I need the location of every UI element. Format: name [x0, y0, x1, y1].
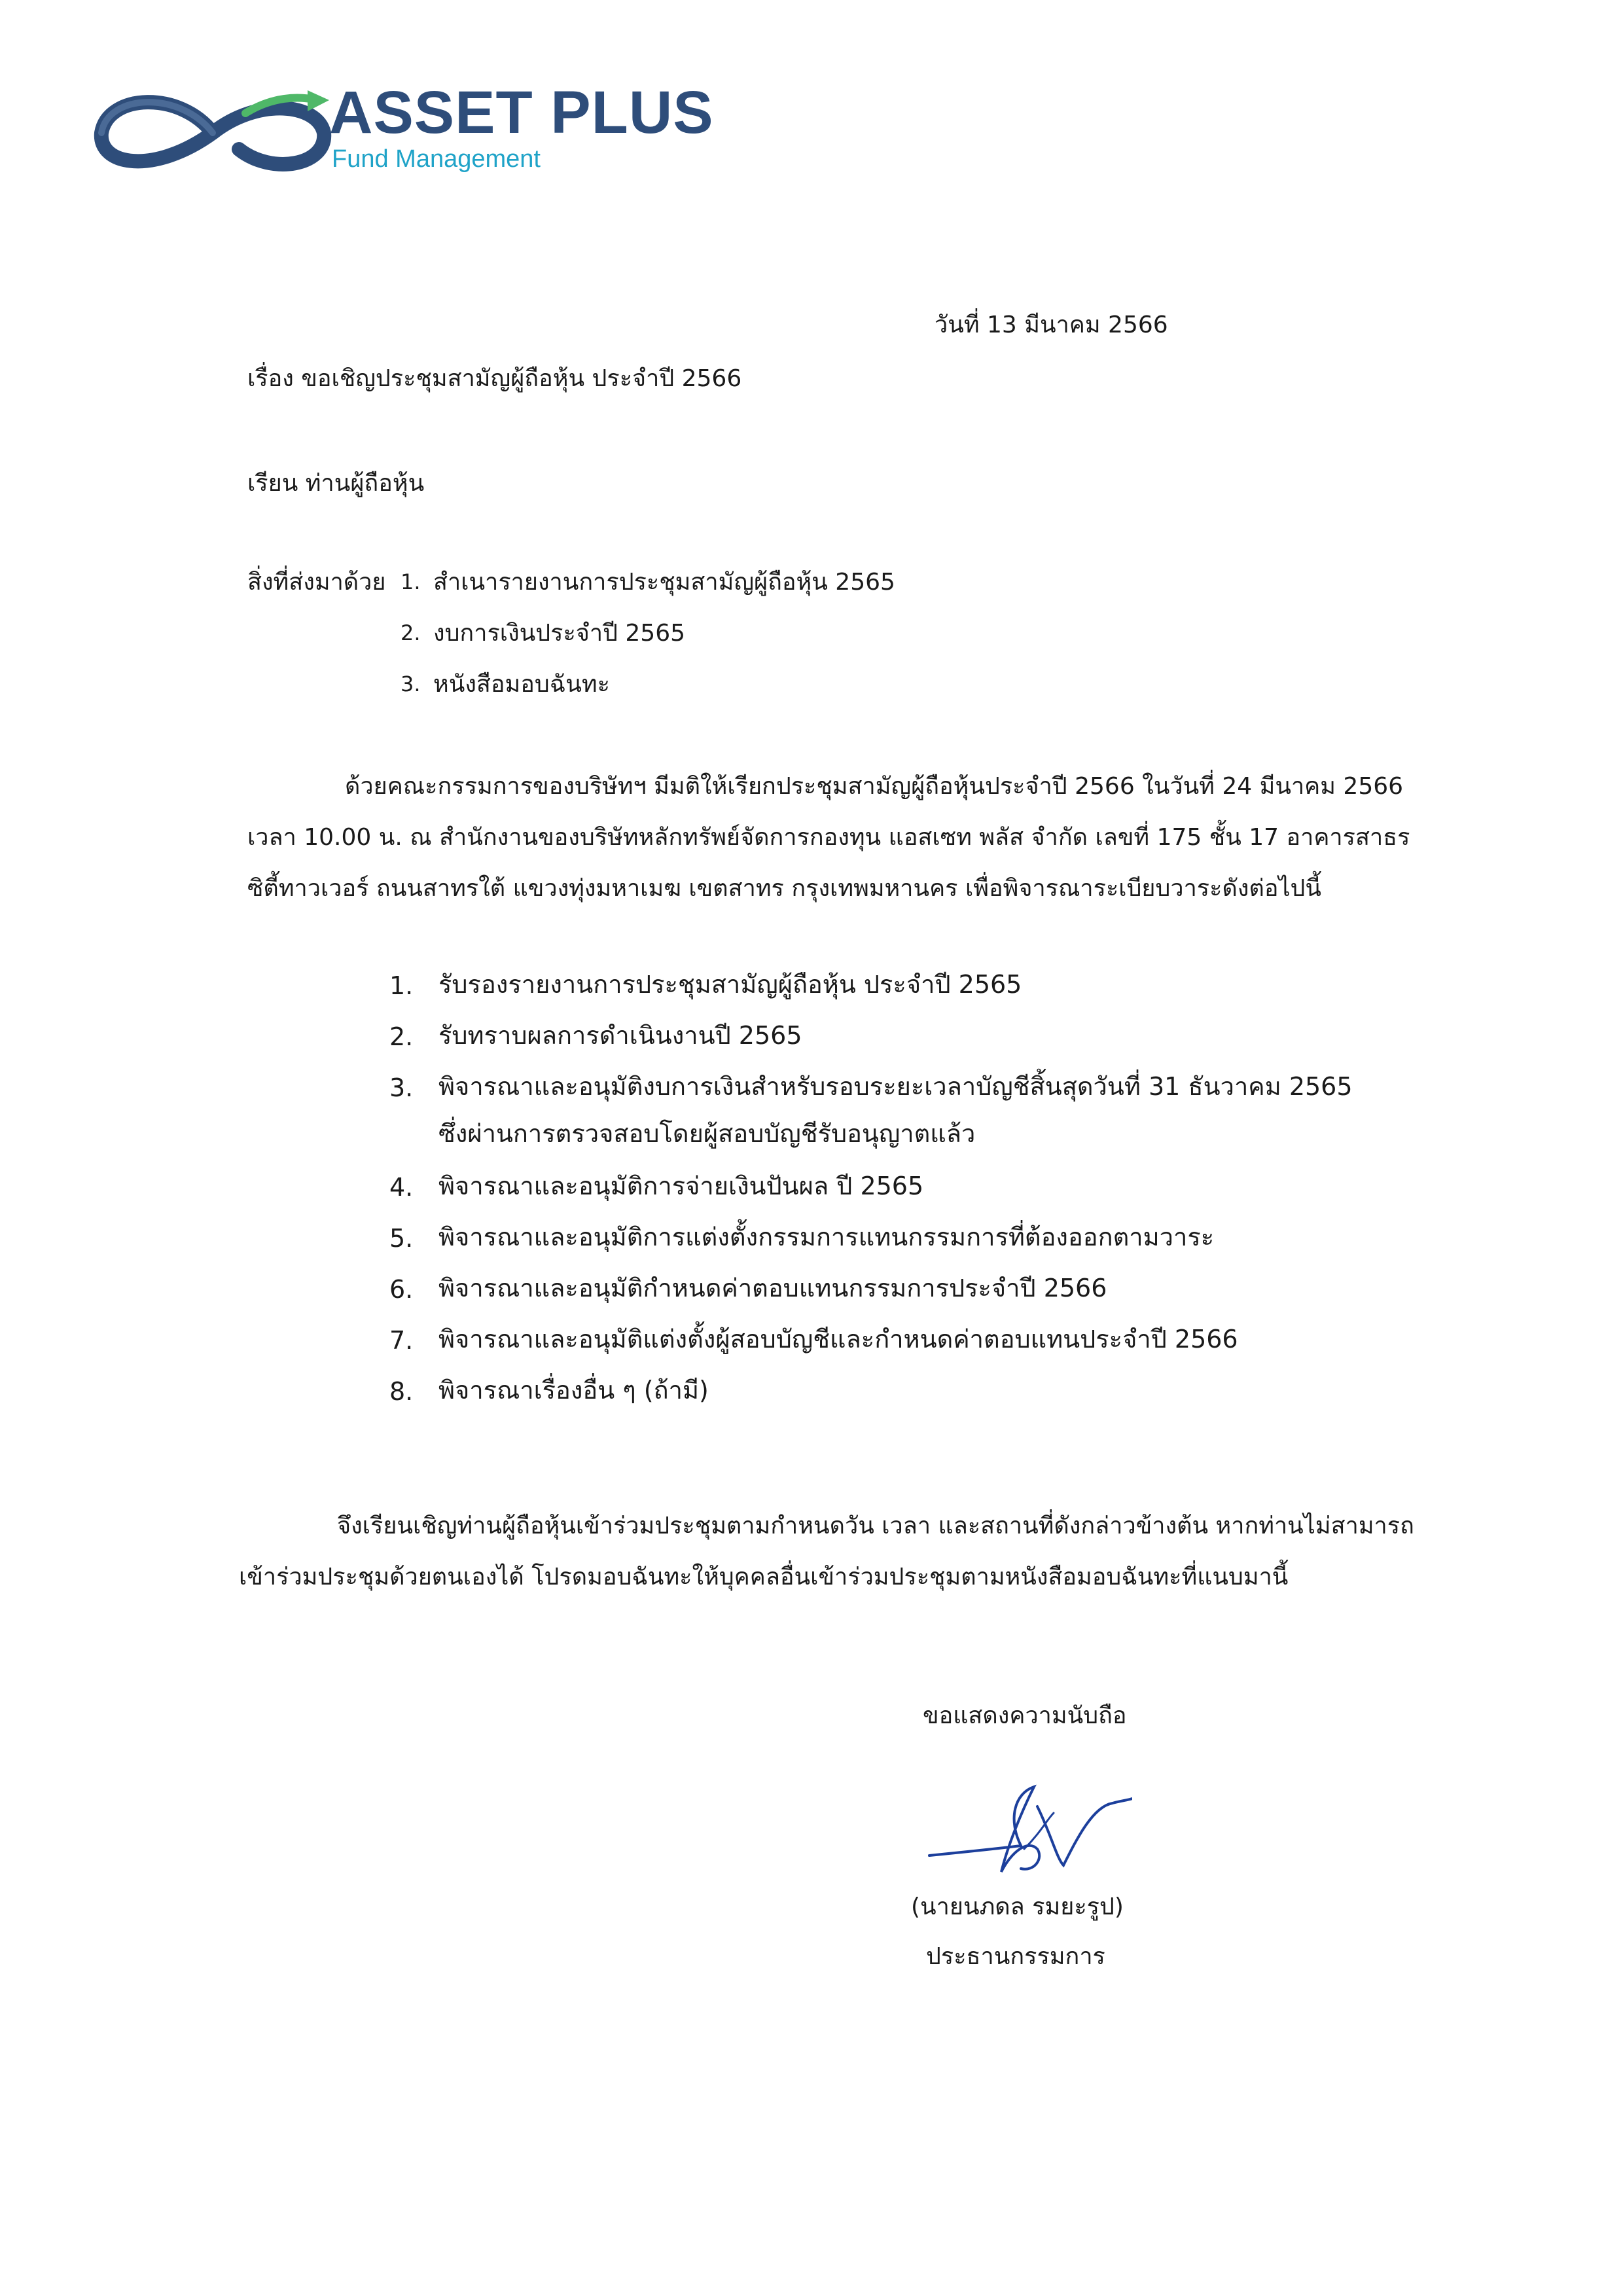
- agenda-number: 6.: [389, 1275, 414, 1304]
- enclosure-number: 1.: [401, 569, 421, 594]
- agenda-item: รับรองรายงานการประชุมสามัญผู้ถือหุ้น ประจำปี 2565: [438, 970, 1022, 999]
- enclosure-item: งบการเงินประจำปี 2565: [433, 620, 686, 647]
- signer-title: ประธานกรรมการ: [926, 1943, 1105, 1970]
- agenda-item: รับทราบผลการดำเนินงานปี 2565: [438, 1021, 802, 1050]
- agenda-number: 7.: [389, 1326, 414, 1355]
- paragraph-line: จึงเรียนเชิญท่านผู้ถือหุ้นเข้าร่วมประชุมตามกำหนดวัน เวลา และสถานที่ดังกล่าวข้างต้น หากท่านไม่สามารถ: [337, 1513, 1414, 1539]
- agenda-item: พิจารณาและอนุมัติการจ่ายเงินปันผล ปี 2565: [438, 1172, 924, 1200]
- enclosure-number: 2.: [401, 620, 421, 645]
- letter-subject: เรื่อง ขอเชิญประชุมสามัญผู้ถือหุ้น ประจำปี 2566: [247, 365, 742, 392]
- agenda-item: พิจารณาและอนุมัติการแต่งตั้งกรรมการแทนกรรมการที่ต้องออกตามวาระ: [438, 1223, 1215, 1251]
- enclosure-item: หนังสือมอบฉันทะ: [433, 671, 610, 698]
- infinity-logo-icon: [82, 77, 344, 188]
- enclosures-label: สิ่งที่ส่งมาด้วย: [247, 569, 386, 596]
- agenda-number: 1.: [389, 971, 414, 1000]
- regards-text: ขอแสดงความนับถือ: [923, 1702, 1127, 1729]
- agenda-number: 2.: [389, 1022, 414, 1051]
- signer-name: (นายนภดล รมยะรูป): [911, 1893, 1124, 1920]
- agenda-item: พิจารณาและอนุมัติแต่งตั้งผู้สอบบัญชีและกำหนดค่าตอบแทนประจำปี 2566: [438, 1325, 1238, 1354]
- enclosure-number: 3.: [401, 672, 421, 696]
- agenda-item-continuation: ซึ่งผ่านการตรวจสอบโดยผู้สอบบัญชีรับอนุญาตแล้ว: [438, 1119, 976, 1148]
- company-logo: [82, 65, 723, 196]
- agenda-number: 4.: [389, 1173, 414, 1202]
- signature-image: [923, 1767, 1132, 1892]
- letter-date: วันที่ 13 มีนาคม 2566: [935, 312, 1168, 338]
- letter-salutation: เรียน ท่านผู้ถือหุ้น: [247, 470, 425, 497]
- agenda-item: พิจารณาเรื่องอื่น ๆ (ถ้ามี): [438, 1376, 709, 1405]
- logo-company-name: ASSET PLUS: [329, 79, 714, 146]
- agenda-number: 3.: [389, 1073, 414, 1102]
- paragraph-line: เวลา 10.00 น. ณ สำนักงานของบริษัทหลักทรัพย์จัดการกองทุน แอสเซท พลัส จำกัด เลขที่ 175 ชั้น 17 อาคารสาธร: [247, 824, 1410, 851]
- agenda-item: พิจารณาและอนุมัติงบการเงินสำหรับรอบระยะเวลาบัญชีสิ้นสุดวันที่ 31 ธันวาคม 2565: [438, 1072, 1353, 1101]
- agenda-number: 8.: [389, 1377, 414, 1406]
- paragraph-line: ด้วยคณะกรรมการของบริษัทฯ มีมติให้เรียกประชุมสามัญผู้ถือหุ้นประจำปี 2566 ในวันที่ 24 มีนาคม 2566: [345, 773, 1404, 800]
- paragraph-line: ซิตี้ทาวเวอร์ ถนนสาทรใต้ แขวงทุ่งมหาเมฆ เขตสาทร กรุงเทพมหานคร เพื่อพิจารณาระเบียบวาระดังต่อไปนี้: [247, 875, 1322, 902]
- agenda-item: พิจารณาและอนุมัติกำหนดค่าตอบแทนกรรมการประจำปี 2566: [438, 1274, 1107, 1302]
- agenda-number: 5.: [389, 1224, 414, 1253]
- enclosure-item: สำเนารายงานการประชุมสามัญผู้ถือหุ้น 2565: [433, 569, 895, 596]
- paragraph-line: เข้าร่วมประชุมด้วยตนเองได้ โปรดมอบฉันทะให้บุคคลอื่นเข้าร่วมประชุมตามหนังสือมอบฉันทะที่แนบมานี้: [239, 1564, 1289, 1590]
- logo-subtitle: Fund Management: [332, 145, 541, 173]
